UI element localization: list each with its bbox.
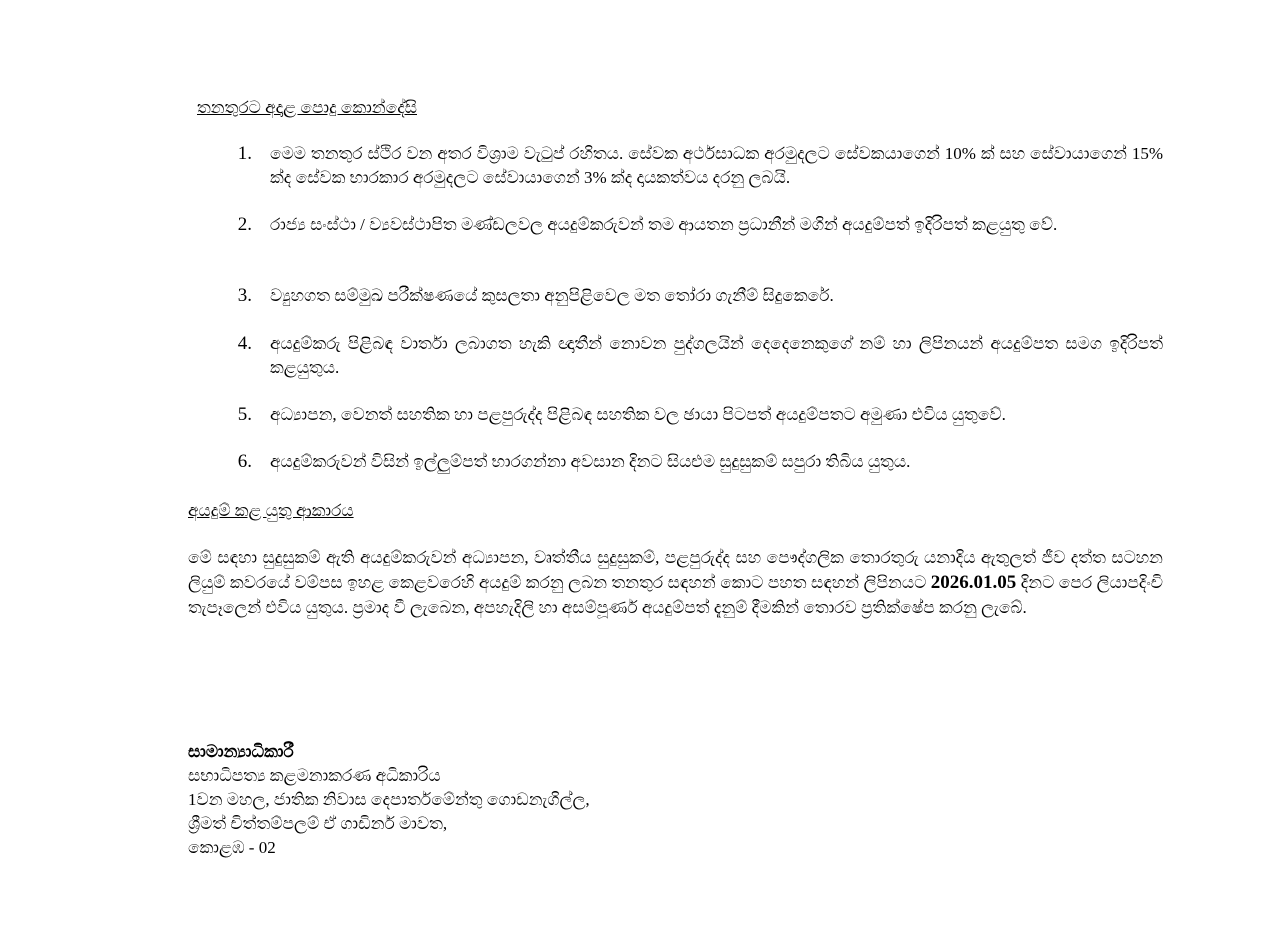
address-title: සාමාන්‍යාධිකාරී [188, 742, 294, 761]
conditions-heading: තනතුරට අදාළ පොදු කොන්දේසි [197, 98, 417, 117]
condition-number: 2. [237, 214, 252, 235]
deadline-date: 2026.01.05 [930, 572, 1017, 593]
apply-text-before: මේ සඳහා සුදුසුකම් ඇති අයදුම්කරුවන් අධ්‍යාපන, වෘත්තීය සුදුසුකම්, පළපුරුද්ද සහ පෞද්ගලික තොරතුරු යනාදිය ඇතුලත් ජීව දත්ත සටහන ලියුම් කවරයේ වම්පස ඉහළ කෙළවරෙහි අයදුම් කරනු ලබන තනතුර සඳහන් කොට පහත සඳහන් ලිපිනයට [188, 548, 1163, 592]
condition-text: රාජ්‍ය සංස්ථා / ව්‍යවස්ථාපිත මණ්ඩලවල අයදුම්කරුවන් තම ආයතන ප්‍රධානීන් මගින් අයදුම්පත් ඉදිරිපත් කළයුතු වේ. [270, 215, 1058, 234]
condition-number: 6. [237, 451, 252, 472]
condition-number: 1. [237, 143, 252, 164]
how-to-apply-heading: අයදුම් කළ යුතු ආකාරය [188, 501, 354, 520]
address-line-2: ශ්‍රීමත් චිත්තම්පලම් ඒ ගාඩිනර් මාවත, [188, 814, 448, 833]
condition-text: අයදුම්කරුවන් විසින් ඉල්ලුම්පත් භාරගන්නා අවසාන දිනට සියළුම සුදුසුකම් සපුරා තිබිය යුතුය. [270, 452, 911, 471]
condition-number: 5. [237, 404, 252, 425]
condition-number: 3. [237, 285, 252, 306]
condition-text: අයදුම්කරු පිළිබඳ වාර්තා ලබාගත හැකි ඥාතීන් නොවන පුද්ගලයින් දෙදෙනෙකුගේ නම් හා ලිපිනයන් අයදුම්පත සමග ඉදිරිපත් කළයුතුය. [270, 334, 1163, 377]
condition-text: ව්‍යුහගත සම්මුඛ පරීක්ෂණයේ කුසලතා අනුපිළිවෙල මත තෝරා ගැනීම් සිදුකෙරේ. [270, 286, 834, 305]
condition-text: අධ්‍යාපන, වෙනත් සහතික හා පළපුරුද්ද පිළිබඳ සහතික වල ඡායා පිටපත් අයදුම්පතට අමුණා එවිය යුතුවේ. [270, 405, 1006, 424]
condition-number: 4. [237, 333, 252, 354]
address-line-1: 1වන මහල, ජාතික නිවාස දෙපාර්තමේන්තු ගොඩනැගිල්ල, [188, 790, 590, 809]
how-to-apply-paragraph [188, 545, 1163, 620]
condition-text: මෙම තනතුර ස්ථිර වන අතර විශ්‍රාම වැටුප් රහිතය. සේවක අර්ථසාධක අරමුදලට සේවකයාගෙන් 10% ක් සහ සේවායාගෙන් 15% ක්ද සේවක භාරකාර අරමුදලට සේවායාගෙන් 3% ක්ද දායකත්වය දරනු ලබයි. [270, 144, 1163, 187]
address-organization: සභාධිපත්‍ය කළමනාකරණ අධිකාරිය [188, 766, 441, 785]
postal-address [188, 740, 888, 860]
apply-text-after: දිනට පෙර ලියාපදිංචි තැපෑලෙන් එවිය යුතුය. ප්‍රමාද වී ලැබෙන, අපහැදිලි හා අසම්පූර්ණ අයදුම්පත් දැනුම් දීමකින් තොරව ප්‍රතික්ෂේප කරනු ලැබේ. [188, 573, 1163, 617]
address-line-3: කොළඹ - 02 [188, 838, 276, 857]
